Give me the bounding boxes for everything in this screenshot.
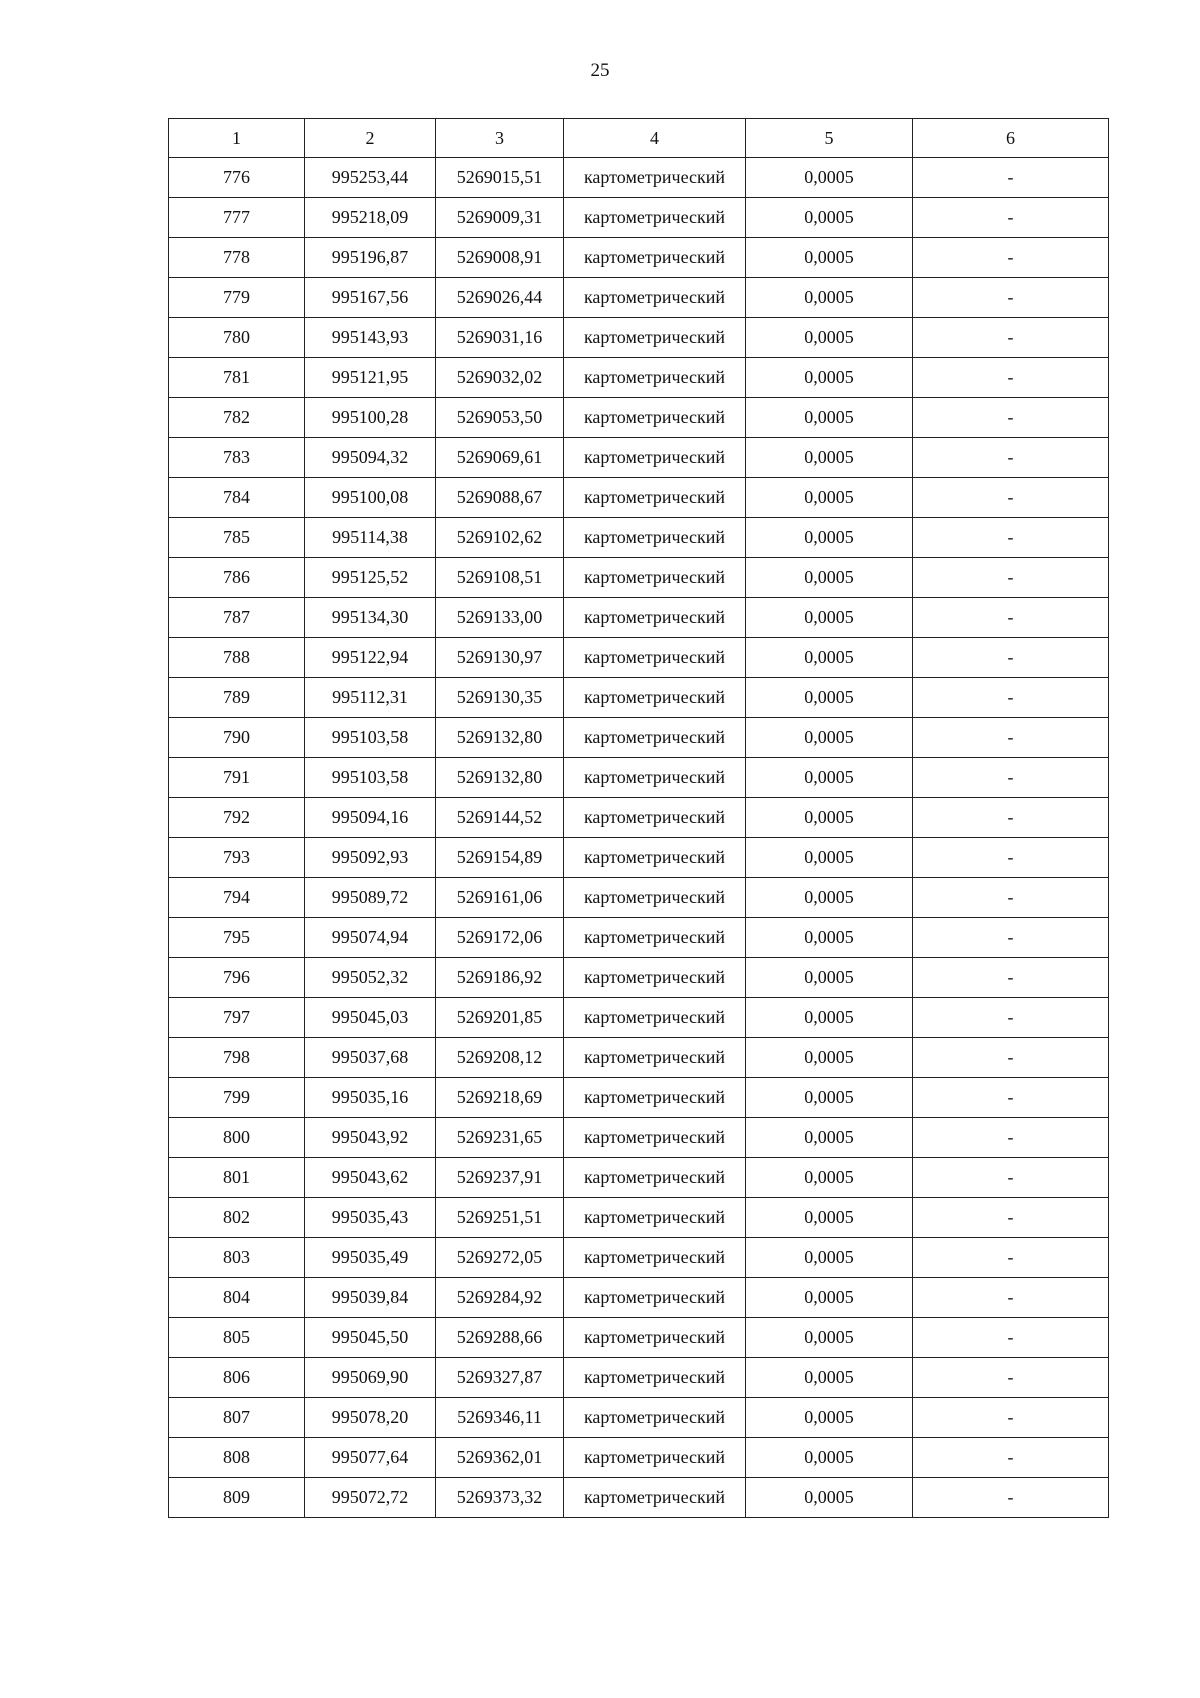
description-cell: - bbox=[913, 718, 1109, 758]
point-number-cell: 779 bbox=[169, 278, 305, 318]
point-number-cell: 809 bbox=[169, 1478, 305, 1518]
header-row bbox=[169, 119, 1109, 158]
point-number-cell: 776 bbox=[169, 158, 305, 198]
method-cell: картометрический bbox=[564, 958, 746, 998]
table-row bbox=[169, 1038, 1109, 1078]
table-row bbox=[169, 518, 1109, 558]
point-number-cell: 792 bbox=[169, 798, 305, 838]
accuracy-cell: 0,0005 bbox=[746, 1038, 913, 1078]
method-cell: картометрический bbox=[564, 758, 746, 798]
accuracy-cell: 0,0005 bbox=[746, 1238, 913, 1278]
coordinate-y-cell: 5269218,69 bbox=[436, 1078, 564, 1118]
coordinate-x-cell: 995143,93 bbox=[305, 318, 436, 358]
point-number-cell: 793 bbox=[169, 838, 305, 878]
point-number-cell: 788 bbox=[169, 638, 305, 678]
coordinate-x-cell: 995045,50 bbox=[305, 1318, 436, 1358]
coordinate-x-cell: 995035,16 bbox=[305, 1078, 436, 1118]
table-row bbox=[169, 598, 1109, 638]
description-cell: - bbox=[913, 1238, 1109, 1278]
coordinate-x-cell: 995072,72 bbox=[305, 1478, 436, 1518]
coordinate-y-cell: 5269069,61 bbox=[436, 438, 564, 478]
table-row bbox=[169, 238, 1109, 278]
table-row bbox=[169, 278, 1109, 318]
accuracy-cell: 0,0005 bbox=[746, 958, 913, 998]
method-cell: картометрический bbox=[564, 1398, 746, 1438]
coordinate-x-cell: 995089,72 bbox=[305, 878, 436, 918]
description-cell: - bbox=[913, 1358, 1109, 1398]
accuracy-cell: 0,0005 bbox=[746, 398, 913, 438]
coordinate-y-cell: 5269132,80 bbox=[436, 758, 564, 798]
coordinate-x-cell: 995035,43 bbox=[305, 1198, 436, 1238]
coordinate-x-cell: 995122,94 bbox=[305, 638, 436, 678]
coordinates-table bbox=[168, 118, 1109, 1518]
coordinate-y-cell: 5269008,91 bbox=[436, 238, 564, 278]
coordinate-y-cell: 5269015,51 bbox=[436, 158, 564, 198]
coordinate-y-cell: 5269130,35 bbox=[436, 678, 564, 718]
method-cell: картометрический bbox=[564, 438, 746, 478]
point-number-cell: 783 bbox=[169, 438, 305, 478]
table-row bbox=[169, 758, 1109, 798]
coordinate-y-cell: 5269132,80 bbox=[436, 718, 564, 758]
table-row bbox=[169, 1398, 1109, 1438]
accuracy-cell: 0,0005 bbox=[746, 918, 913, 958]
coordinate-x-cell: 995035,49 bbox=[305, 1238, 436, 1278]
point-number-cell: 785 bbox=[169, 518, 305, 558]
coordinate-y-cell: 5269288,66 bbox=[436, 1318, 564, 1358]
point-number-cell: 796 bbox=[169, 958, 305, 998]
method-cell: картометрический bbox=[564, 678, 746, 718]
coordinate-x-cell: 995167,56 bbox=[305, 278, 436, 318]
description-cell: - bbox=[913, 398, 1109, 438]
table-row bbox=[169, 1078, 1109, 1118]
point-number-cell: 789 bbox=[169, 678, 305, 718]
description-cell: - bbox=[913, 1478, 1109, 1518]
point-number-cell: 807 bbox=[169, 1398, 305, 1438]
point-number-cell: 780 bbox=[169, 318, 305, 358]
table-row bbox=[169, 918, 1109, 958]
method-cell: картометрический bbox=[564, 1198, 746, 1238]
point-number-cell: 791 bbox=[169, 758, 305, 798]
coordinate-y-cell: 5269133,00 bbox=[436, 598, 564, 638]
accuracy-cell: 0,0005 bbox=[746, 1478, 913, 1518]
accuracy-cell: 0,0005 bbox=[746, 1118, 913, 1158]
method-cell: картометрический bbox=[564, 798, 746, 838]
description-cell: - bbox=[913, 478, 1109, 518]
method-cell: картометрический bbox=[564, 1438, 746, 1478]
point-number-cell: 804 bbox=[169, 1278, 305, 1318]
coordinate-x-cell: 995253,44 bbox=[305, 158, 436, 198]
description-cell: - bbox=[913, 758, 1109, 798]
description-cell: - bbox=[913, 198, 1109, 238]
description-cell: - bbox=[913, 918, 1109, 958]
table-row bbox=[169, 678, 1109, 718]
accuracy-cell: 0,0005 bbox=[746, 1078, 913, 1118]
coordinate-x-cell: 995112,31 bbox=[305, 678, 436, 718]
coordinate-x-cell: 995103,58 bbox=[305, 718, 436, 758]
column-header: 2 bbox=[305, 119, 436, 158]
accuracy-cell: 0,0005 bbox=[746, 598, 913, 638]
accuracy-cell: 0,0005 bbox=[746, 1198, 913, 1238]
method-cell: картометрический bbox=[564, 998, 746, 1038]
table-header bbox=[169, 119, 1109, 158]
accuracy-cell: 0,0005 bbox=[746, 1158, 913, 1198]
table-row bbox=[169, 1478, 1109, 1518]
coordinate-x-cell: 995121,95 bbox=[305, 358, 436, 398]
description-cell: - bbox=[913, 318, 1109, 358]
point-number-cell: 800 bbox=[169, 1118, 305, 1158]
description-cell: - bbox=[913, 1078, 1109, 1118]
point-number-cell: 786 bbox=[169, 558, 305, 598]
description-cell: - bbox=[913, 958, 1109, 998]
description-cell: - bbox=[913, 1398, 1109, 1438]
column-header: 6 bbox=[913, 119, 1109, 158]
coordinate-y-cell: 5269032,02 bbox=[436, 358, 564, 398]
coordinate-x-cell: 995037,68 bbox=[305, 1038, 436, 1078]
point-number-cell: 778 bbox=[169, 238, 305, 278]
accuracy-cell: 0,0005 bbox=[746, 758, 913, 798]
table-row bbox=[169, 1198, 1109, 1238]
point-number-cell: 801 bbox=[169, 1158, 305, 1198]
table-row bbox=[169, 958, 1109, 998]
method-cell: картометрический bbox=[564, 1318, 746, 1358]
table-row bbox=[169, 358, 1109, 398]
method-cell: картометрический bbox=[564, 1118, 746, 1158]
coordinate-y-cell: 5269144,52 bbox=[436, 798, 564, 838]
point-number-cell: 798 bbox=[169, 1038, 305, 1078]
coordinate-y-cell: 5269186,92 bbox=[436, 958, 564, 998]
point-number-cell: 805 bbox=[169, 1318, 305, 1358]
accuracy-cell: 0,0005 bbox=[746, 998, 913, 1038]
coordinate-x-cell: 995125,52 bbox=[305, 558, 436, 598]
accuracy-cell: 0,0005 bbox=[746, 1358, 913, 1398]
table-row bbox=[169, 1318, 1109, 1358]
coordinate-y-cell: 5269251,51 bbox=[436, 1198, 564, 1238]
coordinate-y-cell: 5269026,44 bbox=[436, 278, 564, 318]
method-cell: картометрический bbox=[564, 318, 746, 358]
method-cell: картометрический bbox=[564, 1278, 746, 1318]
method-cell: картометрический bbox=[564, 718, 746, 758]
accuracy-cell: 0,0005 bbox=[746, 358, 913, 398]
method-cell: картометрический bbox=[564, 1158, 746, 1198]
description-cell: - bbox=[913, 158, 1109, 198]
table-row bbox=[169, 998, 1109, 1038]
point-number-cell: 797 bbox=[169, 998, 305, 1038]
coordinate-x-cell: 995114,38 bbox=[305, 518, 436, 558]
coordinate-x-cell: 995100,08 bbox=[305, 478, 436, 518]
accuracy-cell: 0,0005 bbox=[746, 638, 913, 678]
coordinate-x-cell: 995094,16 bbox=[305, 798, 436, 838]
coordinate-x-cell: 995218,09 bbox=[305, 198, 436, 238]
coordinate-y-cell: 5269208,12 bbox=[436, 1038, 564, 1078]
coordinate-x-cell: 995043,92 bbox=[305, 1118, 436, 1158]
coordinate-y-cell: 5269053,50 bbox=[436, 398, 564, 438]
coordinate-x-cell: 995134,30 bbox=[305, 598, 436, 638]
description-cell: - bbox=[913, 518, 1109, 558]
coordinate-x-cell: 995103,58 bbox=[305, 758, 436, 798]
table-row bbox=[169, 158, 1109, 198]
point-number-cell: 784 bbox=[169, 478, 305, 518]
coordinate-y-cell: 5269102,62 bbox=[436, 518, 564, 558]
column-header: 1 bbox=[169, 119, 305, 158]
page-number: 25 bbox=[590, 60, 610, 81]
coordinate-x-cell: 995077,64 bbox=[305, 1438, 436, 1478]
coordinate-y-cell: 5269009,31 bbox=[436, 198, 564, 238]
coordinate-y-cell: 5269201,85 bbox=[436, 998, 564, 1038]
description-cell: - bbox=[913, 838, 1109, 878]
point-number-cell: 790 bbox=[169, 718, 305, 758]
accuracy-cell: 0,0005 bbox=[746, 318, 913, 358]
coordinate-y-cell: 5269327,87 bbox=[436, 1358, 564, 1398]
coordinate-y-cell: 5269237,91 bbox=[436, 1158, 564, 1198]
point-number-cell: 781 bbox=[169, 358, 305, 398]
method-cell: картометрический bbox=[564, 598, 746, 638]
description-cell: - bbox=[913, 358, 1109, 398]
description-cell: - bbox=[913, 1438, 1109, 1478]
description-cell: - bbox=[913, 278, 1109, 318]
description-cell: - bbox=[913, 1278, 1109, 1318]
description-cell: - bbox=[913, 1158, 1109, 1198]
method-cell: картометрический bbox=[564, 1478, 746, 1518]
table-row bbox=[169, 1158, 1109, 1198]
method-cell: картометрический bbox=[564, 1078, 746, 1118]
accuracy-cell: 0,0005 bbox=[746, 478, 913, 518]
accuracy-cell: 0,0005 bbox=[746, 558, 913, 598]
accuracy-cell: 0,0005 bbox=[746, 718, 913, 758]
method-cell: картометрический bbox=[564, 358, 746, 398]
table-row bbox=[169, 718, 1109, 758]
table-row bbox=[169, 318, 1109, 358]
method-cell: картометрический bbox=[564, 238, 746, 278]
coordinate-x-cell: 995078,20 bbox=[305, 1398, 436, 1438]
table-row bbox=[169, 878, 1109, 918]
coordinate-y-cell: 5269088,67 bbox=[436, 478, 564, 518]
table-body bbox=[169, 158, 1109, 1518]
accuracy-cell: 0,0005 bbox=[746, 278, 913, 318]
table-row bbox=[169, 398, 1109, 438]
description-cell: - bbox=[913, 558, 1109, 598]
coordinate-x-cell: 995039,84 bbox=[305, 1278, 436, 1318]
table-row bbox=[169, 1118, 1109, 1158]
description-cell: - bbox=[913, 438, 1109, 478]
table-row bbox=[169, 638, 1109, 678]
accuracy-cell: 0,0005 bbox=[746, 238, 913, 278]
coordinate-x-cell: 995069,90 bbox=[305, 1358, 436, 1398]
accuracy-cell: 0,0005 bbox=[746, 798, 913, 838]
point-number-cell: 808 bbox=[169, 1438, 305, 1478]
accuracy-cell: 0,0005 bbox=[746, 1438, 913, 1478]
description-cell: - bbox=[913, 998, 1109, 1038]
table-row bbox=[169, 1278, 1109, 1318]
accuracy-cell: 0,0005 bbox=[746, 1278, 913, 1318]
table-row bbox=[169, 1438, 1109, 1478]
table-row bbox=[169, 198, 1109, 238]
column-header: 3 bbox=[436, 119, 564, 158]
accuracy-cell: 0,0005 bbox=[746, 678, 913, 718]
description-cell: - bbox=[913, 1198, 1109, 1238]
coordinate-x-cell: 995043,62 bbox=[305, 1158, 436, 1198]
coordinate-x-cell: 995100,28 bbox=[305, 398, 436, 438]
point-number-cell: 802 bbox=[169, 1198, 305, 1238]
description-cell: - bbox=[913, 1118, 1109, 1158]
accuracy-cell: 0,0005 bbox=[746, 1318, 913, 1358]
description-cell: - bbox=[913, 878, 1109, 918]
table-row bbox=[169, 438, 1109, 478]
point-number-cell: 795 bbox=[169, 918, 305, 958]
table-row bbox=[169, 838, 1109, 878]
coordinate-y-cell: 5269154,89 bbox=[436, 838, 564, 878]
coordinate-x-cell: 995052,32 bbox=[305, 958, 436, 998]
accuracy-cell: 0,0005 bbox=[746, 438, 913, 478]
coordinate-y-cell: 5269362,01 bbox=[436, 1438, 564, 1478]
accuracy-cell: 0,0005 bbox=[746, 158, 913, 198]
point-number-cell: 794 bbox=[169, 878, 305, 918]
coordinate-y-cell: 5269284,92 bbox=[436, 1278, 564, 1318]
table-row bbox=[169, 478, 1109, 518]
description-cell: - bbox=[913, 598, 1109, 638]
description-cell: - bbox=[913, 1318, 1109, 1358]
table-row bbox=[169, 1358, 1109, 1398]
table-row bbox=[169, 558, 1109, 598]
method-cell: картометрический bbox=[564, 198, 746, 238]
method-cell: картометрический bbox=[564, 918, 746, 958]
coordinate-x-cell: 995094,32 bbox=[305, 438, 436, 478]
method-cell: картометрический bbox=[564, 1038, 746, 1078]
accuracy-cell: 0,0005 bbox=[746, 518, 913, 558]
coordinate-y-cell: 5269031,16 bbox=[436, 318, 564, 358]
method-cell: картометрический bbox=[564, 1358, 746, 1398]
column-header: 5 bbox=[746, 119, 913, 158]
coordinate-y-cell: 5269161,06 bbox=[436, 878, 564, 918]
method-cell: картометрический bbox=[564, 1238, 746, 1278]
method-cell: картометрический bbox=[564, 158, 746, 198]
point-number-cell: 803 bbox=[169, 1238, 305, 1278]
method-cell: картометрический bbox=[564, 838, 746, 878]
description-cell: - bbox=[913, 1038, 1109, 1078]
method-cell: картометрический bbox=[564, 398, 746, 438]
coordinate-x-cell: 995092,93 bbox=[305, 838, 436, 878]
accuracy-cell: 0,0005 bbox=[746, 878, 913, 918]
coordinate-y-cell: 5269272,05 bbox=[436, 1238, 564, 1278]
method-cell: картометрический bbox=[564, 518, 746, 558]
table-row bbox=[169, 1238, 1109, 1278]
method-cell: картометрический bbox=[564, 638, 746, 678]
coordinate-x-cell: 995074,94 bbox=[305, 918, 436, 958]
column-header: 4 bbox=[564, 119, 746, 158]
description-cell: - bbox=[913, 638, 1109, 678]
description-cell: - bbox=[913, 238, 1109, 278]
coordinate-y-cell: 5269108,51 bbox=[436, 558, 564, 598]
coordinate-y-cell: 5269373,32 bbox=[436, 1478, 564, 1518]
description-cell: - bbox=[913, 678, 1109, 718]
accuracy-cell: 0,0005 bbox=[746, 838, 913, 878]
method-cell: картометрический bbox=[564, 278, 746, 318]
coordinate-x-cell: 995045,03 bbox=[305, 998, 436, 1038]
coordinate-y-cell: 5269346,11 bbox=[436, 1398, 564, 1438]
accuracy-cell: 0,0005 bbox=[746, 1398, 913, 1438]
point-number-cell: 787 bbox=[169, 598, 305, 638]
method-cell: картометрический bbox=[564, 478, 746, 518]
point-number-cell: 782 bbox=[169, 398, 305, 438]
point-number-cell: 799 bbox=[169, 1078, 305, 1118]
method-cell: картометрический bbox=[564, 558, 746, 598]
point-number-cell: 777 bbox=[169, 198, 305, 238]
table-row bbox=[169, 798, 1109, 838]
coordinate-y-cell: 5269130,97 bbox=[436, 638, 564, 678]
point-number-cell: 806 bbox=[169, 1358, 305, 1398]
description-cell: - bbox=[913, 798, 1109, 838]
accuracy-cell: 0,0005 bbox=[746, 198, 913, 238]
coordinate-y-cell: 5269172,06 bbox=[436, 918, 564, 958]
coordinate-x-cell: 995196,87 bbox=[305, 238, 436, 278]
coordinate-y-cell: 5269231,65 bbox=[436, 1118, 564, 1158]
method-cell: картометрический bbox=[564, 878, 746, 918]
